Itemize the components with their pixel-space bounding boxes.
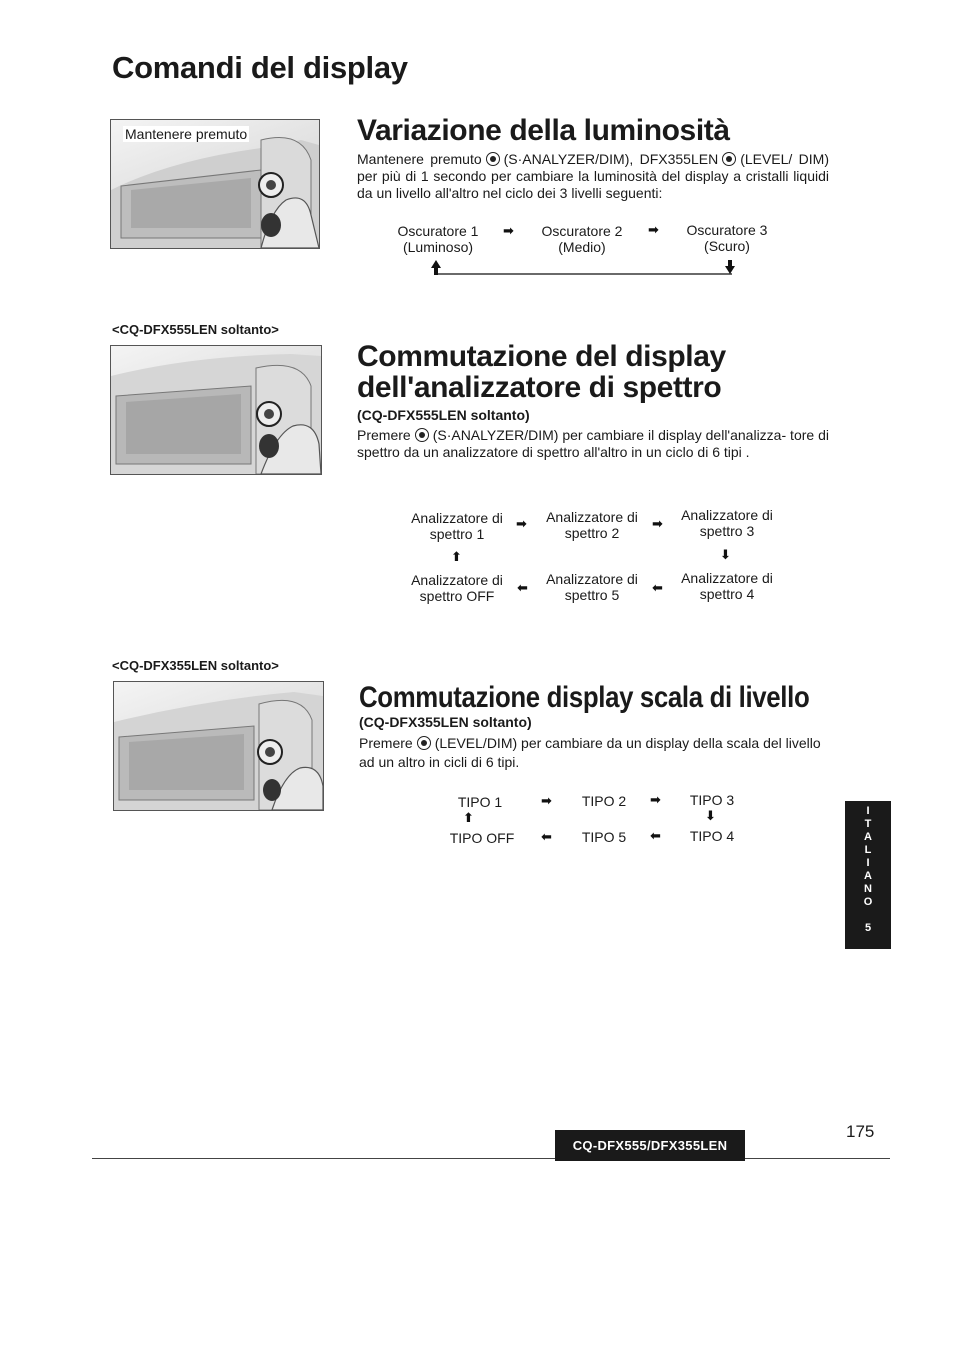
section-subheading-spectrum: (CQ-DFX555LEN soltanto) bbox=[357, 407, 530, 423]
level-type-off: TIPO OFF bbox=[449, 830, 515, 846]
level-type-5: TIPO 5 bbox=[581, 829, 627, 845]
arrow-right-icon: ➡ bbox=[652, 516, 663, 531]
brightness-text-3: (LEVEL/ DIM) per più di 1 secondo per cambiare la luminosità del display a cristalli liquidi da un livello all'altro nel ciclo dei 3 livelli seguenti: bbox=[357, 151, 829, 201]
spectrum-item-5: Analizzatore di spettro 5 bbox=[546, 571, 638, 603]
arrow-left-icon: ⬅ bbox=[541, 829, 552, 844]
page-title: Comandi del display bbox=[112, 50, 408, 85]
spectrum-item-4: Analizzatore di spettro 4 bbox=[681, 570, 773, 602]
button-icon bbox=[486, 152, 500, 166]
level-type-4: TIPO 4 bbox=[689, 828, 735, 844]
arrow-up-icon: ⬆ bbox=[451, 549, 462, 564]
page-number: 175 bbox=[846, 1122, 875, 1141]
photo-label: Mantenere premuto bbox=[125, 126, 248, 142]
section-heading-spectrum-line1: Commutazione del display bbox=[357, 340, 726, 373]
section-heading-brightness: Variazione della luminosità bbox=[357, 114, 730, 147]
brightness-level-1: Oscuratore 1 (Luminoso) bbox=[397, 223, 479, 255]
arrow-right-icon: ➡ bbox=[541, 793, 552, 808]
section-heading-level: Commutazione display scala di livello bbox=[359, 681, 810, 714]
spectrum-item-1: Analizzatore di spettro 1 bbox=[411, 510, 503, 542]
section-heading-spectrum-line2: dell'analizzatore di spettro bbox=[357, 371, 722, 404]
button-icon bbox=[417, 736, 431, 750]
arrow-down-icon: ⬇ bbox=[705, 808, 716, 823]
brightness-description bbox=[357, 151, 829, 202]
spectrum-description: Premere (S·ANALYZER/DIM) per cambiare il display dell'analizza- tore di spettro da un analizzatore di spettro all'altro in un ciclo di 6 tipi . bbox=[357, 427, 829, 460]
level-type-2: TIPO 2 bbox=[581, 793, 627, 809]
spectrum-item-2: Analizzatore di spettro 2 bbox=[546, 509, 638, 541]
car-stereo-illustration bbox=[114, 682, 323, 810]
button-icon bbox=[722, 152, 736, 166]
arrow-right-icon: ➡ bbox=[648, 222, 659, 237]
brightness-level-2: Oscuratore 2 (Medio) bbox=[541, 223, 623, 255]
section-subheading-level: (CQ-DFX355LEN soltanto) bbox=[359, 714, 532, 730]
arrow-left-icon: ⬅ bbox=[652, 580, 663, 595]
model-footer-tab: CQ-DFX555/DFX355LEN bbox=[555, 1130, 745, 1161]
brightness-text-1: Mantenere premuto bbox=[357, 151, 482, 167]
spectrum-item-3: Analizzatore di spettro 3 bbox=[681, 507, 773, 539]
arrow-left-icon: ⬅ bbox=[517, 580, 528, 595]
cycle-return-line bbox=[428, 258, 738, 278]
arrow-down-icon: ⬇ bbox=[720, 547, 731, 562]
arrow-right-icon: ➡ bbox=[516, 516, 527, 531]
level-type-3: TIPO 3 bbox=[689, 792, 735, 808]
device-photo-level bbox=[113, 681, 324, 811]
button-icon bbox=[415, 428, 429, 442]
spectrum-item-off: Analizzatore di spettro OFF bbox=[411, 572, 503, 604]
language-tab: I T A L I A N O 5 bbox=[845, 801, 891, 949]
footer-divider bbox=[92, 1158, 890, 1159]
arrow-left-icon: ⬅ bbox=[650, 828, 661, 843]
arrow-up-icon: ⬆ bbox=[463, 810, 474, 825]
device-photo-spectrum bbox=[110, 345, 322, 475]
arrow-right-icon: ➡ bbox=[650, 792, 661, 807]
model-caption-555: <CQ-DFX555LEN soltanto> bbox=[112, 322, 279, 337]
brightness-level-3: Oscuratore 3 (Scuro) bbox=[686, 222, 768, 254]
section-heading-spectrum bbox=[357, 341, 726, 403]
model-caption-355: <CQ-DFX355LEN soltanto> bbox=[112, 658, 279, 673]
car-stereo-illustration bbox=[111, 346, 321, 474]
level-type-1: TIPO 1 bbox=[457, 794, 503, 810]
device-photo-brightness bbox=[110, 119, 320, 249]
level-description: Premere (LEVEL/DIM) per cambiare da un display della scala del livello ad un altro in cicli di 6 tipi. bbox=[359, 735, 821, 770]
arrow-right-icon: ➡ bbox=[503, 223, 514, 238]
brightness-text-2: (S·ANALYZER/DIM), DFX355LEN bbox=[503, 151, 719, 167]
